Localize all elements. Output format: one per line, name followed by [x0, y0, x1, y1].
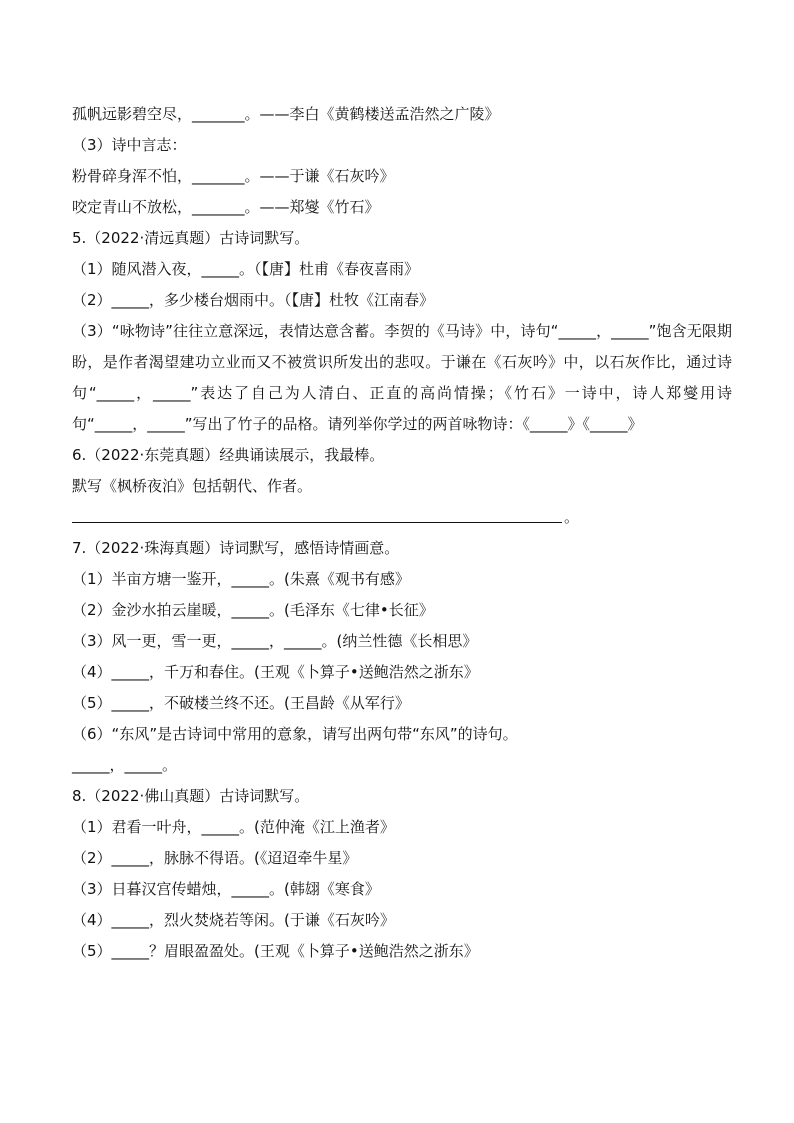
text-line: 粉骨碎身浑不怕，_______。——于谦《石灰吟》	[72, 167, 395, 185]
text-line: （1）君看一叶舟，_____。(范仲淹《江上渔者》	[72, 818, 395, 836]
text-line: 孤帆远影碧空尽，_______。——李白《黄鹤楼送孟浩然之广陵》	[72, 105, 500, 123]
text-line: （4）_____，烈火焚烧若等闲。(于谦《石灰吟》	[72, 911, 395, 929]
answer-blank-line	[72, 502, 732, 533]
text-line: （1）随风潜入夜，_____。（【唐】杜甫《春夜喜雨》	[72, 260, 420, 278]
text-line: （3）日暮汉宫传蜡烛，_____。(韩翃《寒食》	[72, 880, 380, 898]
answer-underline[interactable]	[72, 502, 562, 523]
question-8-title: 8.（2022·佛山真题）古诗词默写。	[72, 787, 310, 805]
text-line: （5）_____，不破楼兰终不还。(王昌龄《从军行》	[72, 694, 410, 712]
question-5-title: 5.（2022·清远真题）古诗词默写。	[72, 229, 310, 247]
text-line: _____，_____。	[72, 756, 178, 774]
text-line: （2）_____，脉脉不得语。(《迢迢牵牛星》	[72, 849, 358, 867]
text-line: （4）_____，千万和春住。(王观《卜算子•送鲍浩然之浙东》	[72, 663, 479, 681]
question-6-instruction: 默写《枫桥夜泊》包括朝代、作者。	[72, 477, 313, 495]
text-line: （3）诗中言志：	[72, 136, 187, 154]
end-mark: 。	[564, 508, 580, 526]
text-line: （6）“东风”是古诗词中常用的意象，请写出两句带“东风”的诗句。	[72, 725, 518, 743]
question-5-part-3: （3）“咏物诗”往往立意深远，表情达意含蓄。李贺的《马诗》中，诗句“_____，_____”饱含无限期盼，是作者渴望建功立业而又不被赏识所发出的悲叹。于谦在《石灰吟》中，以石灰作比，通过诗句“_____，_____”表达了自己为人清白、正直的高尚情操；《竹石》一诗中，诗人郑燮用诗句“_____，_____”写出了竹子的品格。请列举你学过的两首咏物诗：《_____》《_____》	[72, 322, 732, 433]
text-line: 咬定青山不放松，_______。——郑燮《竹石》	[72, 198, 380, 216]
text-line: （2）金沙水拍云崖暖，_____。(毛泽东《七律•长征》	[72, 601, 434, 619]
question-7-title: 7.（2022·珠海真题）诗词默写，感悟诗情画意。	[72, 539, 400, 557]
question-6-title: 6.（2022·东莞真题）经典诵读展示，我最棒。	[72, 446, 385, 464]
text-line: （5）_____？眉眼盈盈处。(王观《卜算子•送鲍浩然之浙东》	[72, 942, 479, 960]
text-line: （1）半亩方塘一鉴开，_____。(朱熹《观书有感》	[72, 570, 410, 588]
text-line: （3）风一更，雪一更，_____，_____。(纳兰性德《长相思》	[72, 632, 478, 650]
text-line: （2）_____，多少楼台烟雨中。（【唐】杜牧《江南春》	[72, 291, 435, 309]
document-page	[72, 99, 732, 967]
